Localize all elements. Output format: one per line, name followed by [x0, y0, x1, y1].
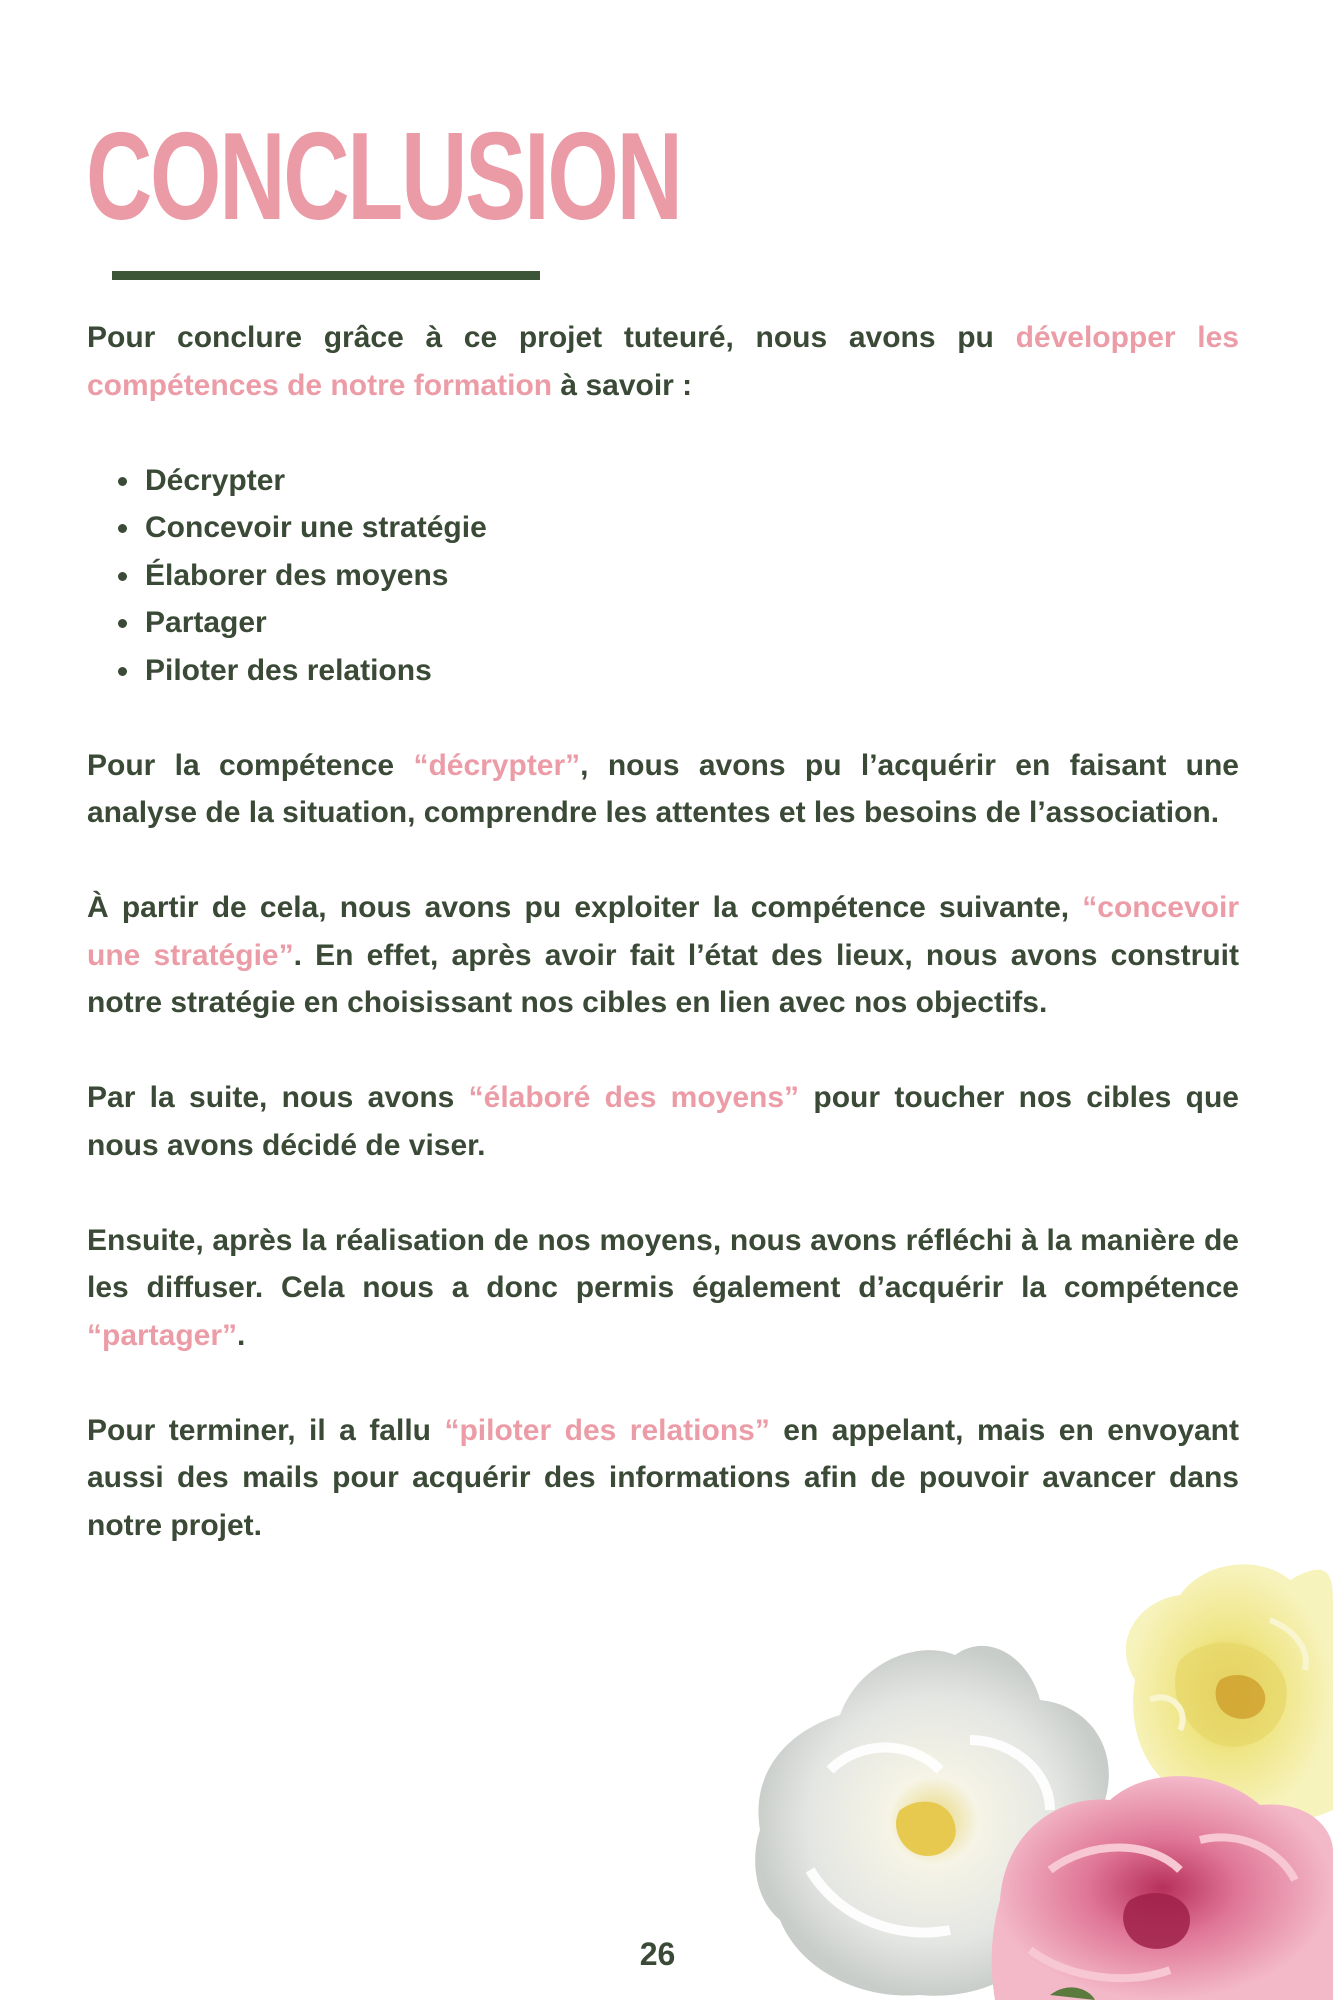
- paragraph-partager: [87, 1217, 1239, 1360]
- intro-paragraph: [87, 314, 1239, 409]
- list-item: Décrypter: [145, 457, 1239, 505]
- list-item: Piloter des relations: [145, 647, 1239, 695]
- skills-list: [87, 457, 1239, 695]
- page-number: 26: [639, 1936, 676, 1972]
- paragraph-highlight: “piloter des relations”: [444, 1413, 770, 1447]
- paragraph-text: Ensuite, après la réalisation de nos moyens, nous avons réfléchi à la manière de les diffuser. Cela nous a donc permis également d’acquérir la compétence: [87, 1223, 1239, 1304]
- intro-highlight: développer les compétences de notre formation: [87, 321, 1239, 402]
- paragraph-highlight: “décrypter”: [413, 748, 581, 782]
- peony-flowers-illustration: [750, 1540, 1333, 2000]
- paragraph-text: .: [237, 1318, 246, 1352]
- paragraph-text: , nous avons pu l’acquérir en faisant une analyse de la situation, comprendre les attentes et les besoins de l’association.: [87, 748, 1239, 829]
- paragraph-text: Pour terminer, il a fallu: [87, 1413, 445, 1447]
- paragraph-elaborer: [87, 1074, 1239, 1169]
- list-item: Concevoir une stratégie: [145, 504, 1239, 552]
- page-title: CONCLUSION: [86, 108, 681, 246]
- intro-text-end: à savoir :: [552, 368, 693, 402]
- paragraph-highlight: “partager”: [87, 1318, 238, 1352]
- body-text: [87, 314, 1239, 1597]
- paragraph-highlight: “concevoir une stratégie”: [87, 891, 1239, 972]
- paragraph-highlight: “élaboré des moyens”: [468, 1081, 800, 1114]
- paragraph-concevoir: [87, 884, 1239, 1027]
- list-item: Partager: [145, 599, 1239, 647]
- list-item: Élaborer des moyens: [145, 552, 1239, 600]
- paragraph-text: Pour la compétence: [87, 748, 414, 782]
- paragraph-decrypter: [87, 742, 1239, 837]
- paragraph-text: . En effet, après avoir fait l’état des lieux, nous avons construit notre stratégie en choisissant nos cibles en lien avec nos objectifs.: [87, 938, 1239, 1019]
- paragraph-text: À partir de cela, nous avons pu exploiter la compétence suivante,: [87, 891, 1083, 924]
- intro-text: Pour conclure grâce à ce projet tuteuré, nous avons pu: [87, 321, 1016, 354]
- paragraph-text: Par la suite, nous avons: [87, 1081, 469, 1114]
- title-underline: [112, 271, 540, 280]
- paragraph-text: en appelant, mais en envoyant aussi des mails pour acquérir des informations afin de pouvoir avancer dans notre projet.: [87, 1413, 1239, 1542]
- paragraph-text: pour toucher nos cibles que nous avons décidé de viser.: [87, 1081, 1239, 1162]
- paragraph-piloter: [87, 1407, 1239, 1550]
